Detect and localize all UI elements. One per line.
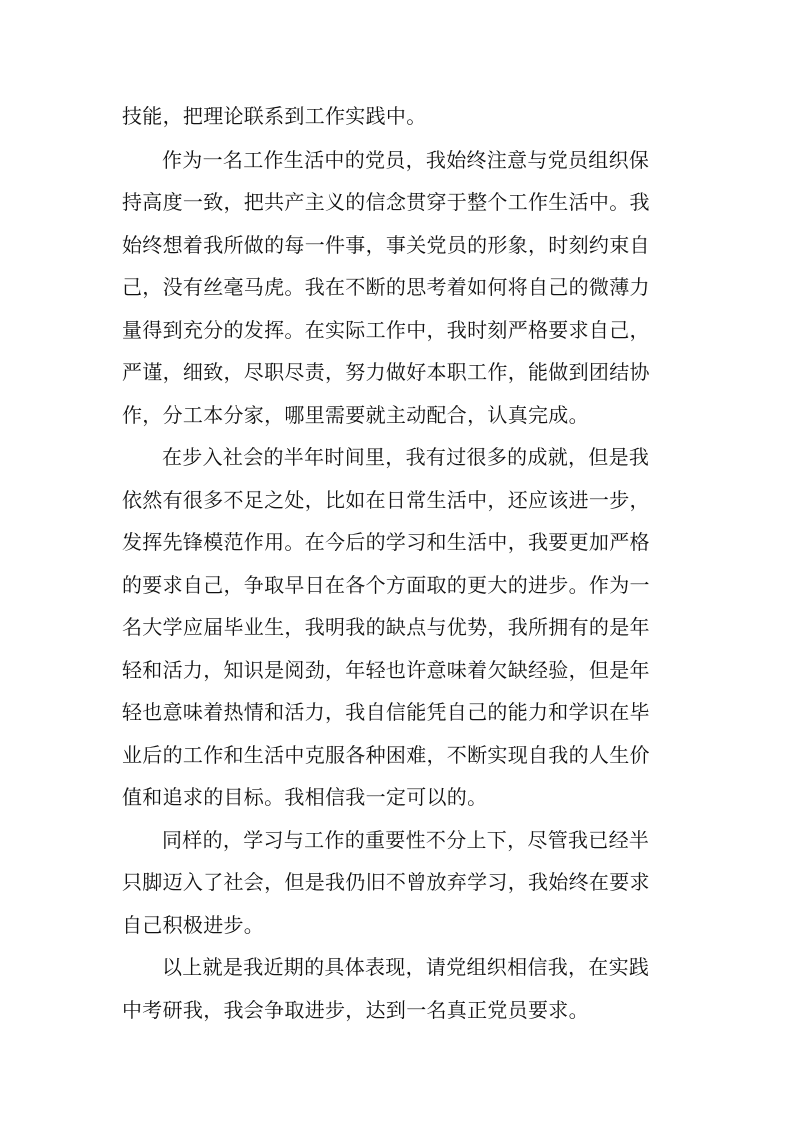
text-line-2: 作为一名工作生活中的党员，我始终注意与党员组织保 bbox=[162, 148, 650, 172]
text-line-5: 己，没有丝毫马虎。我在不断的思考着如何将自己的微薄力 bbox=[122, 275, 650, 299]
text-line-13: 名大学应届毕业生，我明我的缺点与优势，我所拥有的是年 bbox=[122, 615, 650, 639]
text-line-20: 自己积极进步。 bbox=[122, 913, 265, 937]
text-line-16: 业后的工作和生活中克服各种困难，不断实现自我的人生价 bbox=[122, 743, 650, 767]
text-line-11: 发挥先锋模范作用。在今后的学习和生活中，我要更加严格 bbox=[122, 530, 650, 554]
text-line-10: 依然有很多不足之处，比如在日常生活中，还应该进一步， bbox=[122, 488, 650, 512]
text-line-9: 在步入社会的半年时间里，我有过很多的成就，但是我 bbox=[162, 445, 650, 469]
text-line-21: 以上就是我近期的具体表现，请党组织相信我，在实践 bbox=[162, 955, 650, 979]
text-line-6: 量得到充分的发挥。在实际工作中，我时刻严格要求自己， bbox=[122, 318, 650, 342]
text-line-8: 作，分工本分家，哪里需要就主动配合，认真完成。 bbox=[122, 403, 589, 427]
text-line-17: 值和追求的目标。我相信我一定可以的。 bbox=[122, 785, 488, 809]
text-line-18: 同样的，学习与工作的重要性不分上下，尽管我已经半 bbox=[162, 828, 650, 852]
text-line-12: 的要求自己，争取早日在各个方面取的更大的进步。作为一 bbox=[122, 573, 650, 597]
text-line-7: 严谨，细致，尽职尽责，努力做好本职工作，能做到团结协 bbox=[122, 360, 650, 384]
text-line-14: 轻和活力，知识是阅劲，年轻也许意味着欠缺经验，但是年 bbox=[122, 658, 650, 682]
text-line-3: 持高度一致，把共产主义的信念贯穿于整个工作生活中。我 bbox=[122, 190, 650, 214]
text-line-19: 只脚迈入了社会，但是我仍旧不曾放弃学习，我始终在要求 bbox=[122, 870, 650, 894]
text-line-22: 中考研我，我会争取进步，达到一名真正党员要求。 bbox=[122, 998, 589, 1022]
text-line-4: 始终想着我所做的每一件事，事关党员的形象，时刻约束自 bbox=[122, 233, 650, 257]
text-line-1: 技能，把理论联系到工作实践中。 bbox=[122, 104, 427, 128]
text-line-15: 轻也意味着热情和活力，我自信能凭自己的能力和学识在毕 bbox=[122, 700, 650, 724]
